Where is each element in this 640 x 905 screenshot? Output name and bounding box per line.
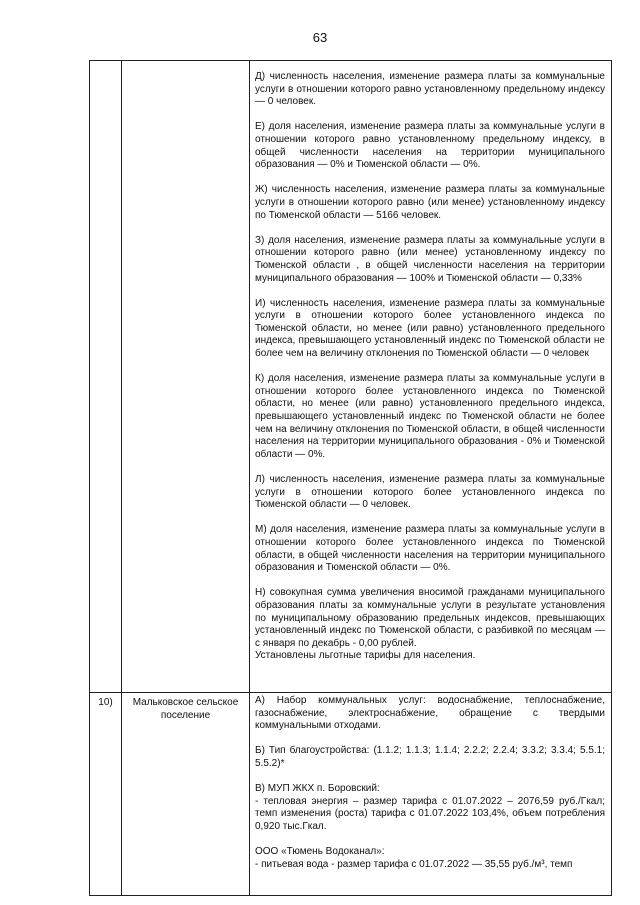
water-org-name: ООО «Тюмень Водоканал»: xyxy=(255,846,385,858)
paragraph-k: К) доля населения, изменение размера платы за коммунальные услуги в отношении которого более установленного индекса по Тюменской области, но менее (или равно) установленного предельного индекса, превышающего установленный индекс по Тюменской области не более чем на величину отклонения по Тюменской области, в общей численности населения на территории муниципального образования - 0% и Тюменской области — 0%. xyxy=(255,373,605,460)
paragraph-a: А) Набор коммунальных услуг: водоснабжение, теплоснабжение, газоснабжение, электроснабжение, обращение с твердыми коммунальными отходами. xyxy=(255,695,605,732)
water-tariff-text: - питьевая вода - размер тарифа с 01.07.2022 — 35,55 руб./м³, темп xyxy=(255,858,573,870)
settlement-name: Мальковское сельское поселение xyxy=(122,693,250,896)
table-row xyxy=(90,61,612,693)
paragraph-zh: Ж) численность населения, изменение размера платы за коммунальные услуги в отношении которого равно (или менее) установленному индексу по Тюменской области — 5166 человек. xyxy=(255,184,605,221)
paragraph-z: З) доля населения, изменение размера платы за коммунальные услуги в отношении которого равно (или менее) установленному индексу по Тюменской области , в общей численности населения на территории муниципального образования — 100% и Тюменской области — 0,33% xyxy=(255,234,605,284)
paragraph-v-org: В) МУП ЖКХ п. Боровский: xyxy=(255,783,380,795)
paragraph-l: Л) численность населения, изменение размера платы за коммунальные услуги в отношении которого более установленного индекса по Тюменской области — 0 человек. xyxy=(255,474,605,511)
paragraph-m: М) доля населения, изменение размера платы за коммунальные услуги в отношении которого более установленного индекса по Тюменской области, в общей численности населения на территории муниципального образования и Тюменской области — 0%. xyxy=(255,524,605,574)
page-number: 63 xyxy=(312,30,328,45)
table-row xyxy=(90,693,612,896)
paragraph-e: Е) доля населения, изменение размера платы за коммунальные услуги в отношении которого равно установленному предельному индексу, в общей численности населения на территории муниципального образования — 0% и Тюменской области — 0%. xyxy=(255,121,605,171)
paragraph-n: Н) совокупная сумма увеличения вносимой гражданами муниципального образования платы за коммунальные услуги в результате установления по муниципальному образованию предельных индексов, превышающих установленный индекс по Тюменской области, с разбивкой по месяцам — с января по декабрь - 0,00 рублей. xyxy=(255,587,605,649)
paragraph-i: И) численность населения, изменение размера платы за коммунальные услуги в отношении которого более установленного индекса по Тюменской области, но менее (или равно) установленного предельного индекса, превышающего установленный индекс по Тюменской области не более чем на величину отклонения по Тюменской области — 0 человек xyxy=(255,297,605,360)
row-number: 10) xyxy=(90,693,122,896)
benefit-tariffs-note: Установлены льготные тарифы для населения. xyxy=(255,650,476,662)
paragraph-v-text: - тепловая энергия – размер тарифа с 01.07.2022 – 2076,59 руб./Гкал; темп изменения (роста) тарифа с 01.07.2022 103,4%, объем потребления 0,920 тыс.Гкал. xyxy=(255,795,605,832)
settlement-name-cell xyxy=(122,61,250,693)
indicators-cell xyxy=(250,61,612,693)
paragraph-d: Д) численность населения, изменение размера платы за коммунальные услуги в отношении которого равно установленному предельному индексу — 0 человек. xyxy=(255,71,605,108)
indicators-cell xyxy=(250,693,612,896)
document-table xyxy=(89,60,612,896)
row-number-cell xyxy=(90,61,122,693)
paragraph-b: Б) Тип благоустройства: (1.1.2; 1.1.3; 1.1.4; 2.2.2; 2.2.4; 3.3.2; 3.3.4; 5.5.1; 5.5.2)* xyxy=(255,745,605,769)
